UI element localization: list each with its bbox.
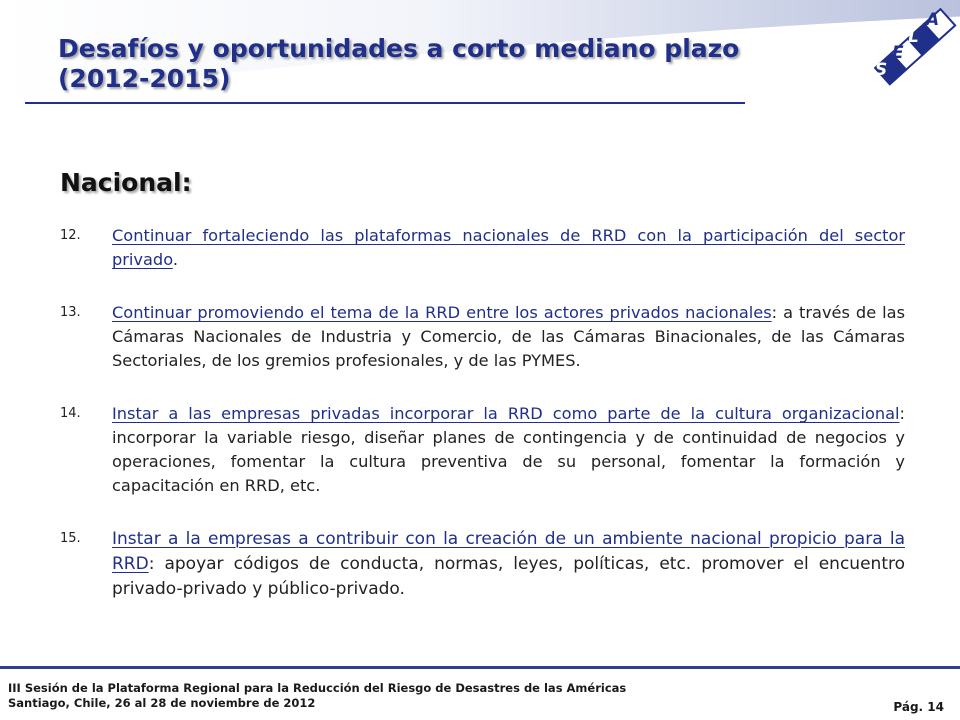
title-line-1: Desafíos y oportunidades a corto mediano plazo	[58, 34, 740, 63]
footer-line-1: III Sesión de la Plataforma Regional para la Reducción del Riesgo de Desastres de las Américas	[8, 681, 627, 695]
page-number: Pág. 14	[893, 700, 944, 714]
item-link[interactable]: Continuar fortaleciendo las plataformas nacionales de RRD con la participación del sector privado	[112, 226, 905, 269]
items-list	[60, 224, 905, 602]
item-text	[112, 224, 905, 272]
list-item	[60, 402, 905, 498]
item-rest-text: : incorporar la variable riesgo, diseñar planes de contingencia y de continuidad de negocios y operaciones, fomentar la cultura preventiva de su personal, fomentar la formación y capacitación en RRD, etc.	[112, 404, 905, 495]
title-underline	[25, 102, 745, 104]
list-item	[60, 301, 905, 373]
ales-logo	[862, 4, 958, 96]
svg-text:L: L	[908, 27, 919, 47]
svg-text:S: S	[875, 60, 888, 80]
item-rest-text: : a través de las Cámaras Nacionales de Industria y Comercio, de las Cámaras Binacionales, de las Cámaras Sectoriales, de los gremios profesionales, y de las PYMES.	[112, 303, 906, 370]
page-title	[58, 34, 818, 94]
item-rest-text: : apoyar códigos de conducta, normas, leyes, políticas, etc. promover el encuentro privado-privado y público-privado.	[112, 554, 905, 599]
item-rest-text: .	[172, 250, 178, 269]
item-link[interactable]: Continuar promoviendo el tema de la RRD entre los actores privados nacionales	[112, 303, 772, 322]
footer-text	[8, 681, 626, 711]
item-number: 15.	[60, 531, 81, 546]
list-item	[60, 224, 905, 272]
item-number: 14.	[60, 406, 81, 421]
item-link[interactable]: Instar a las empresas privadas incorporar la RRD como parte de la cultura organizacional	[112, 404, 900, 423]
item-number: 12.	[60, 228, 81, 243]
footer-line-2: Santiago, Chile, 26 al 28 de noviembre de 2012	[8, 696, 316, 710]
item-link[interactable]: Instar a la empresas a contribuir con la creación de un ambiente nacional propicio para la RRD	[112, 529, 905, 574]
svg-text:A: A	[926, 10, 940, 30]
list-item	[60, 527, 905, 602]
item-text	[112, 402, 905, 498]
title-line-2: (2012-2015)	[58, 64, 231, 93]
svg-text:E: E	[892, 43, 904, 63]
item-text	[112, 527, 905, 602]
footer-rule	[0, 666, 960, 669]
item-number: 13.	[60, 305, 81, 320]
section-heading: Nacional:	[60, 168, 192, 197]
item-text	[112, 301, 905, 373]
